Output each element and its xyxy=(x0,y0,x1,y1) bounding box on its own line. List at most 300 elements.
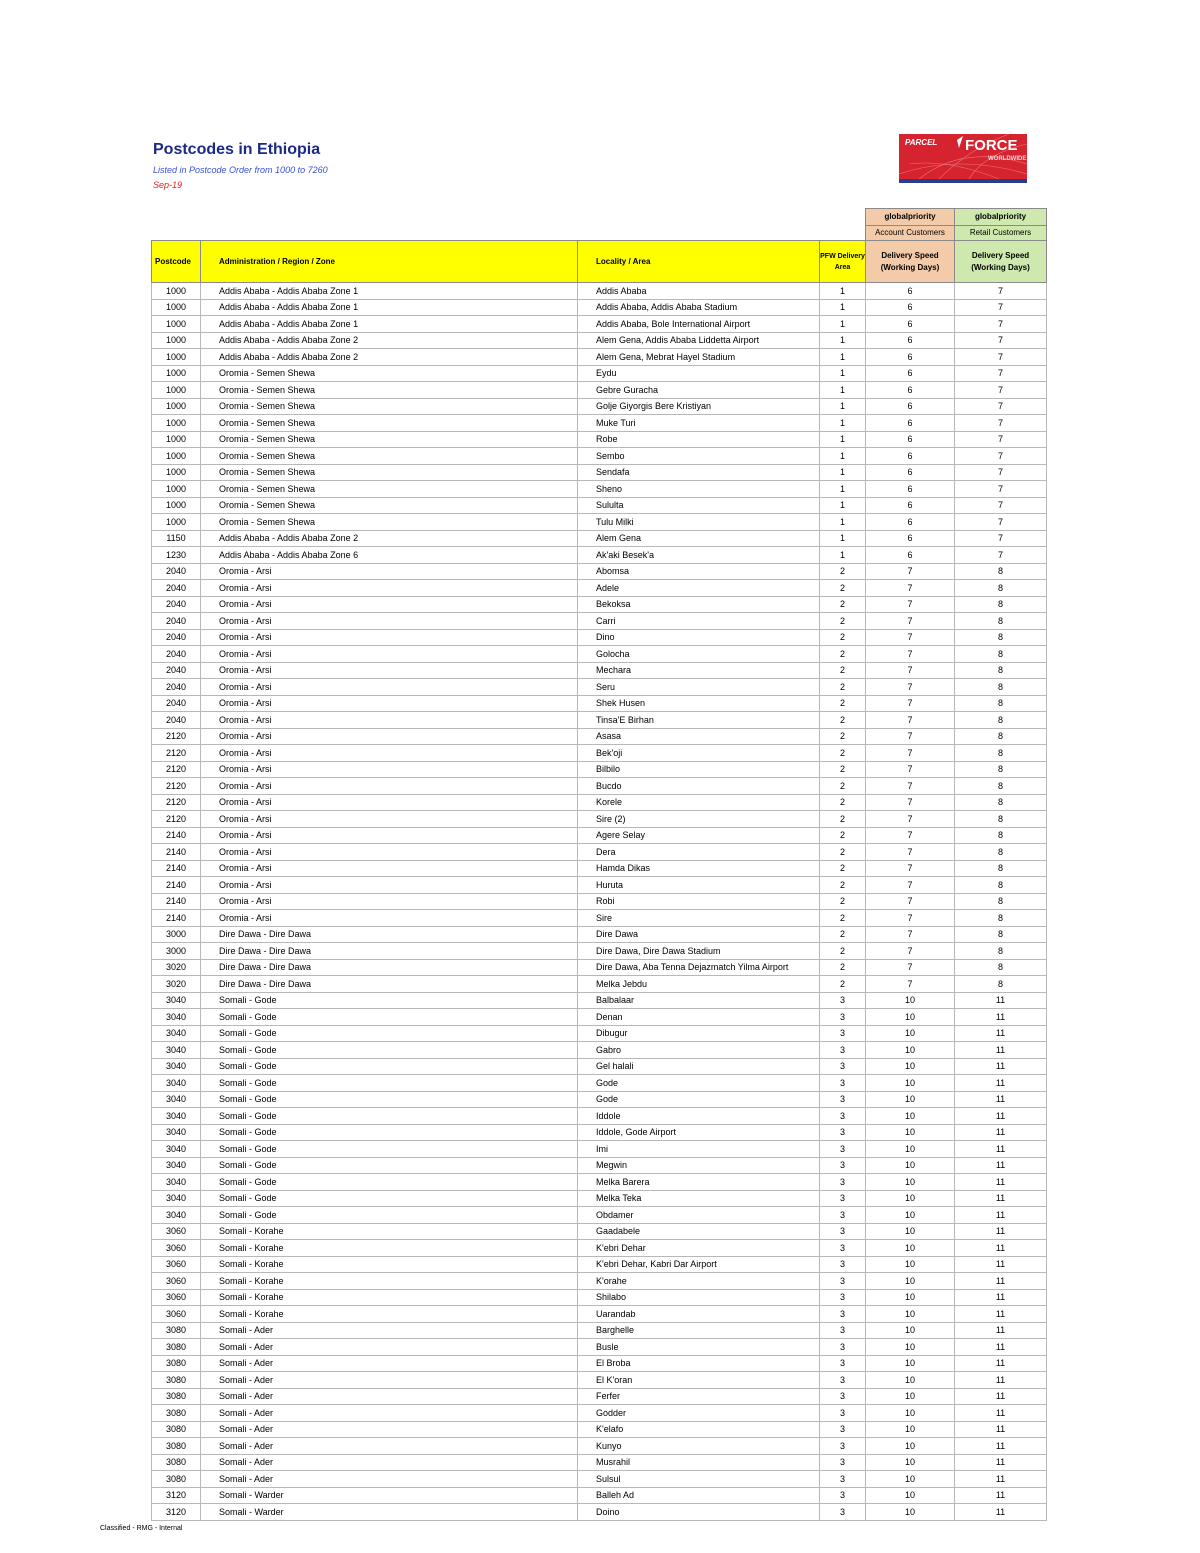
zone-cell: 1 xyxy=(820,514,866,531)
locality-cell: Huruta xyxy=(578,877,820,894)
postcode-cell: 1000 xyxy=(152,332,201,349)
account-speed-cell: 7 xyxy=(866,646,955,663)
admin-cell: Oromia - Semen Shewa xyxy=(201,514,578,531)
retail-speed-cell: 11 xyxy=(955,1504,1047,1521)
admin-cell: Somali - Korahe xyxy=(201,1273,578,1290)
retail-speed-cell: 11 xyxy=(955,1174,1047,1191)
table-row xyxy=(152,1042,1047,1059)
retail-speed-cell: 8 xyxy=(955,959,1047,976)
table-row xyxy=(152,365,1047,382)
locality-cell: Eydu xyxy=(578,365,820,382)
locality-cell: Melka Barera xyxy=(578,1174,820,1191)
retail-speed-cell: 8 xyxy=(955,811,1047,828)
table-row xyxy=(152,728,1047,745)
locality-cell: Melka Teka xyxy=(578,1190,820,1207)
retail-speed-cell: 7 xyxy=(955,547,1047,564)
table-row xyxy=(152,1058,1047,1075)
zone-cell: 3 xyxy=(820,1454,866,1471)
locality-cell: Dera xyxy=(578,844,820,861)
retail-speed-cell: 11 xyxy=(955,1273,1047,1290)
locality-cell: Dino xyxy=(578,629,820,646)
locality-cell: Godder xyxy=(578,1405,820,1422)
account-speed-cell: 7 xyxy=(866,910,955,927)
admin-cell: Oromia - Semen Shewa xyxy=(201,497,578,514)
zone-cell: 2 xyxy=(820,926,866,943)
retail-speed-cell: 11 xyxy=(955,1339,1047,1356)
admin-cell: Dire Dawa - Dire Dawa xyxy=(201,959,578,976)
postcode-cell: 3040 xyxy=(152,1190,201,1207)
retail-speed-cell: 11 xyxy=(955,1223,1047,1240)
zone-cell: 3 xyxy=(820,1372,866,1389)
admin-cell: Somali - Ader xyxy=(201,1405,578,1422)
admin-cell: Somali - Ader xyxy=(201,1421,578,1438)
zone-cell: 1 xyxy=(820,547,866,564)
locality-cell: Sire (2) xyxy=(578,811,820,828)
postcode-cell: 2120 xyxy=(152,745,201,762)
table-row xyxy=(152,415,1047,432)
retail-speed-cell: 8 xyxy=(955,926,1047,943)
account-speed-cell: 7 xyxy=(866,728,955,745)
account-speed-cell: 6 xyxy=(866,398,955,415)
retail-speed-cell: 11 xyxy=(955,1075,1047,1092)
locality-cell: Bilbilo xyxy=(578,761,820,778)
page-title: Postcodes in Ethiopia xyxy=(153,141,321,158)
table-row xyxy=(152,794,1047,811)
locality-cell: Shek Husen xyxy=(578,695,820,712)
table-row xyxy=(152,596,1047,613)
zone-cell: 2 xyxy=(820,860,866,877)
admin-cell: Somali - Ader xyxy=(201,1322,578,1339)
zone-cell: 2 xyxy=(820,943,866,960)
retail-speed-cell: 7 xyxy=(955,431,1047,448)
admin-cell: Addis Ababa - Addis Ababa Zone 2 xyxy=(201,332,578,349)
account-speed-cell: 7 xyxy=(866,976,955,993)
postcode-cell: 3060 xyxy=(152,1223,201,1240)
postcode-cell: 2140 xyxy=(152,893,201,910)
retail-speed-cell: 7 xyxy=(955,365,1047,382)
account-speed-cell: 6 xyxy=(866,530,955,547)
retail-speed-cell: 7 xyxy=(955,481,1047,498)
admin-cell: Somali - Ader xyxy=(201,1339,578,1356)
postcode-cell: 3000 xyxy=(152,926,201,943)
account-speed-cell: 7 xyxy=(866,679,955,696)
account-speed-cell: 7 xyxy=(866,629,955,646)
account-speed-cell: 7 xyxy=(866,877,955,894)
zone-cell: 1 xyxy=(820,464,866,481)
admin-cell: Addis Ababa - Addis Ababa Zone 2 xyxy=(201,530,578,547)
retail-speed-cell: 8 xyxy=(955,712,1047,729)
account-speed-cell: 10 xyxy=(866,1504,955,1521)
admin-cell: Oromia - Arsi xyxy=(201,596,578,613)
retail-speed-cell: 7 xyxy=(955,283,1047,300)
retail-speed-cell: 7 xyxy=(955,349,1047,366)
admin-cell: Oromia - Arsi xyxy=(201,761,578,778)
retail-speed-cell: 7 xyxy=(955,497,1047,514)
zone-cell: 3 xyxy=(820,1355,866,1372)
admin-cell: Oromia - Arsi xyxy=(201,662,578,679)
retail-speed-cell: 11 xyxy=(955,1322,1047,1339)
locality-cell: Sendafa xyxy=(578,464,820,481)
retail-speed-cell: 8 xyxy=(955,646,1047,663)
table-row xyxy=(152,1306,1047,1323)
account-speed-cell: 10 xyxy=(866,1091,955,1108)
locality-cell: Addis Ababa xyxy=(578,283,820,300)
postcode-cell: 2120 xyxy=(152,811,201,828)
retail-speed-cell: 8 xyxy=(955,976,1047,993)
admin-cell: Somali - Gode xyxy=(201,1058,578,1075)
postcode-cell: 3040 xyxy=(152,1174,201,1191)
account-speed-cell: 6 xyxy=(866,448,955,465)
postcode-cell: 3040 xyxy=(152,1075,201,1092)
postcode-cell: 3060 xyxy=(152,1256,201,1273)
account-speed-cell: 7 xyxy=(866,596,955,613)
zone-cell: 3 xyxy=(820,1504,866,1521)
retail-speed-cell: 8 xyxy=(955,877,1047,894)
account-speed-cell: 6 xyxy=(866,514,955,531)
table-row xyxy=(152,1240,1047,1257)
table-row xyxy=(152,1388,1047,1405)
zone-cell: 3 xyxy=(820,1157,866,1174)
account-speed-cell: 7 xyxy=(866,827,955,844)
account-speed-cell: 10 xyxy=(866,1405,955,1422)
col-header-admin: Administration / Region / Zone xyxy=(201,241,578,283)
table-row xyxy=(152,761,1047,778)
postcode-cell: 3120 xyxy=(152,1487,201,1504)
retail-speed-cell: 11 xyxy=(955,1124,1047,1141)
admin-cell: Somali - Ader xyxy=(201,1471,578,1488)
zone-cell: 2 xyxy=(820,563,866,580)
table-row xyxy=(152,530,1047,547)
account-speed-cell: 10 xyxy=(866,1141,955,1158)
locality-cell: Ak'aki Besek'a xyxy=(578,547,820,564)
table-row xyxy=(152,745,1047,762)
account-speed-cell: 6 xyxy=(866,332,955,349)
postcode-cell: 2140 xyxy=(152,827,201,844)
retail-speed-cell: 7 xyxy=(955,316,1047,333)
postcode-cell: 1000 xyxy=(152,431,201,448)
retail-speed-cell: 11 xyxy=(955,1025,1047,1042)
col-header-account-speed: Delivery Speed (Working Days) xyxy=(866,241,955,283)
table-row xyxy=(152,448,1047,465)
admin-cell: Oromia - Arsi xyxy=(201,695,578,712)
table-row xyxy=(152,910,1047,927)
locality-cell: Denan xyxy=(578,1009,820,1026)
postcode-cell: 2140 xyxy=(152,877,201,894)
account-speed-cell: 10 xyxy=(866,1421,955,1438)
table-row xyxy=(152,943,1047,960)
postcode-cell: 1000 xyxy=(152,415,201,432)
table-row xyxy=(152,1207,1047,1224)
retail-speed-cell: 7 xyxy=(955,382,1047,399)
admin-cell: Addis Ababa - Addis Ababa Zone 6 xyxy=(201,547,578,564)
page-date: Sep-19 xyxy=(153,180,183,190)
account-speed-cell: 10 xyxy=(866,1273,955,1290)
admin-cell: Somali - Ader xyxy=(201,1388,578,1405)
retail-speed-cell: 8 xyxy=(955,728,1047,745)
retail-speed-cell: 8 xyxy=(955,943,1047,960)
account-speed-cell: 6 xyxy=(866,547,955,564)
table-row xyxy=(152,811,1047,828)
retail-speed-cell: 11 xyxy=(955,1306,1047,1323)
table-row xyxy=(152,563,1047,580)
admin-cell: Addis Ababa - Addis Ababa Zone 1 xyxy=(201,316,578,333)
admin-cell: Somali - Warder xyxy=(201,1504,578,1521)
account-speed-cell: 7 xyxy=(866,794,955,811)
table-row xyxy=(152,398,1047,415)
postcode-cell: 3040 xyxy=(152,1091,201,1108)
admin-cell: Oromia - Semen Shewa xyxy=(201,464,578,481)
locality-cell: Alem Gena xyxy=(578,530,820,547)
postcode-cell: 3060 xyxy=(152,1289,201,1306)
postcode-cell: 3080 xyxy=(152,1438,201,1455)
table-row xyxy=(152,1273,1047,1290)
locality-cell: Balleh Ad xyxy=(578,1487,820,1504)
admin-cell: Oromia - Arsi xyxy=(201,811,578,828)
retail-speed-cell: 11 xyxy=(955,1388,1047,1405)
account-speed-cell: 10 xyxy=(866,1240,955,1257)
admin-cell: Somali - Gode xyxy=(201,1157,578,1174)
postcode-cell: 3080 xyxy=(152,1454,201,1471)
postcode-cell: 2040 xyxy=(152,580,201,597)
postcode-cell: 1000 xyxy=(152,497,201,514)
account-speed-cell: 10 xyxy=(866,1025,955,1042)
retail-speed-cell: 7 xyxy=(955,464,1047,481)
admin-cell: Somali - Gode xyxy=(201,1025,578,1042)
admin-cell: Oromia - Arsi xyxy=(201,877,578,894)
table-row xyxy=(152,1256,1047,1273)
table-row xyxy=(152,1372,1047,1389)
zone-cell: 2 xyxy=(820,827,866,844)
postcode-cell: 3040 xyxy=(152,1058,201,1075)
table-row xyxy=(152,926,1047,943)
locality-cell: Muke Turi xyxy=(578,415,820,432)
account-speed-cell: 10 xyxy=(866,1372,955,1389)
account-speed-cell: 10 xyxy=(866,1487,955,1504)
zone-cell: 2 xyxy=(820,613,866,630)
locality-cell: Alem Gena, Mebrat Hayel Stadium xyxy=(578,349,820,366)
table-row xyxy=(152,1141,1047,1158)
admin-cell: Oromia - Arsi xyxy=(201,910,578,927)
locality-cell: El K'oran xyxy=(578,1372,820,1389)
table-row xyxy=(152,580,1047,597)
postcode-cell: 1000 xyxy=(152,365,201,382)
admin-cell: Somali - Warder xyxy=(201,1487,578,1504)
postcode-cell: 2040 xyxy=(152,679,201,696)
retail-speed-cell: 8 xyxy=(955,893,1047,910)
table-row xyxy=(152,514,1047,531)
postcode-cell: 2040 xyxy=(152,596,201,613)
zone-cell: 3 xyxy=(820,1025,866,1042)
postcode-cell: 3060 xyxy=(152,1240,201,1257)
postcode-cell: 1000 xyxy=(152,514,201,531)
locality-cell: Musrahil xyxy=(578,1454,820,1471)
account-speed-cell: 10 xyxy=(866,1454,955,1471)
locality-cell: Robi xyxy=(578,893,820,910)
zone-cell: 3 xyxy=(820,1190,866,1207)
locality-cell: Tulu Milki xyxy=(578,514,820,531)
postcode-cell: 2040 xyxy=(152,629,201,646)
admin-cell: Oromia - Arsi xyxy=(201,827,578,844)
zone-cell: 2 xyxy=(820,728,866,745)
zone-cell: 2 xyxy=(820,596,866,613)
table-row xyxy=(152,1108,1047,1125)
admin-cell: Oromia - Semen Shewa xyxy=(201,382,578,399)
account-speed-cell: 10 xyxy=(866,1322,955,1339)
account-speed-cell: 10 xyxy=(866,1157,955,1174)
locality-cell: Hamda Dikas xyxy=(578,860,820,877)
account-speed-cell: 10 xyxy=(866,1108,955,1125)
admin-cell: Addis Ababa - Addis Ababa Zone 1 xyxy=(201,299,578,316)
account-speed-cell: 10 xyxy=(866,1306,955,1323)
locality-cell: Doino xyxy=(578,1504,820,1521)
admin-cell: Oromia - Semen Shewa xyxy=(201,415,578,432)
locality-cell: Dibugur xyxy=(578,1025,820,1042)
admin-cell: Somali - Korahe xyxy=(201,1256,578,1273)
admin-cell: Oromia - Semen Shewa xyxy=(201,431,578,448)
account-speed-cell: 10 xyxy=(866,1207,955,1224)
admin-cell: Somali - Gode xyxy=(201,1207,578,1224)
retail-speed-cell: 11 xyxy=(955,1487,1047,1504)
locality-cell: Obdamer xyxy=(578,1207,820,1224)
locality-cell: Sembo xyxy=(578,448,820,465)
table-row xyxy=(152,1009,1047,1026)
retail-customers-label: Retail Customers xyxy=(955,226,1047,241)
locality-cell: Kunyo xyxy=(578,1438,820,1455)
locality-cell: Sire xyxy=(578,910,820,927)
locality-cell: Melka Jebdu xyxy=(578,976,820,993)
locality-cell: Addis Ababa, Bole International Airport xyxy=(578,316,820,333)
retail-speed-cell: 8 xyxy=(955,629,1047,646)
zone-cell: 3 xyxy=(820,1009,866,1026)
admin-cell: Somali - Gode xyxy=(201,1124,578,1141)
admin-cell: Somali - Ader xyxy=(201,1454,578,1471)
account-speed-cell: 10 xyxy=(866,1388,955,1405)
zone-cell: 3 xyxy=(820,1075,866,1092)
locality-cell: Bekoksa xyxy=(578,596,820,613)
admin-cell: Oromia - Arsi xyxy=(201,712,578,729)
admin-cell: Somali - Korahe xyxy=(201,1240,578,1257)
locality-cell: Alem Gena, Addis Ababa Liddetta Airport xyxy=(578,332,820,349)
zone-cell: 1 xyxy=(820,431,866,448)
retail-speed-cell: 8 xyxy=(955,679,1047,696)
admin-cell: Somali - Gode xyxy=(201,1141,578,1158)
postcode-cell: 3040 xyxy=(152,1207,201,1224)
locality-cell: Bek'oji xyxy=(578,745,820,762)
table-row xyxy=(152,1322,1047,1339)
admin-cell: Somali - Gode xyxy=(201,1174,578,1191)
postcode-cell: 3120 xyxy=(152,1504,201,1521)
zone-cell: 3 xyxy=(820,1421,866,1438)
admin-cell: Oromia - Arsi xyxy=(201,646,578,663)
classification-footer: Classified - RMG - Internal xyxy=(100,1525,183,1532)
table-row xyxy=(152,481,1047,498)
postcode-cell: 3040 xyxy=(152,1108,201,1125)
admin-cell: Somali - Gode xyxy=(201,1190,578,1207)
locality-cell: Sulsul xyxy=(578,1471,820,1488)
table-row xyxy=(152,844,1047,861)
table-row xyxy=(152,1157,1047,1174)
retail-speed-cell: 7 xyxy=(955,530,1047,547)
zone-cell: 3 xyxy=(820,1091,866,1108)
admin-cell: Oromia - Arsi xyxy=(201,563,578,580)
locality-cell: Uarandab xyxy=(578,1306,820,1323)
admin-cell: Dire Dawa - Dire Dawa xyxy=(201,976,578,993)
retail-speed-cell: 8 xyxy=(955,662,1047,679)
zone-cell: 3 xyxy=(820,1240,866,1257)
locality-cell: Gaadabele xyxy=(578,1223,820,1240)
account-speed-cell: 7 xyxy=(866,613,955,630)
postcode-cell: 3020 xyxy=(152,976,201,993)
table-row xyxy=(152,1454,1047,1471)
postcode-cell: 3080 xyxy=(152,1355,201,1372)
retail-speed-cell: 11 xyxy=(955,1207,1047,1224)
zone-cell: 1 xyxy=(820,398,866,415)
postcode-cell: 1000 xyxy=(152,283,201,300)
account-speed-cell: 6 xyxy=(866,283,955,300)
zone-cell: 2 xyxy=(820,695,866,712)
logo-text-worldwide: WORLDWIDE xyxy=(988,156,1027,162)
retail-speed-cell: 11 xyxy=(955,1289,1047,1306)
locality-cell: Megwin xyxy=(578,1157,820,1174)
account-speed-cell: 10 xyxy=(866,1058,955,1075)
postcode-cell: 3080 xyxy=(152,1405,201,1422)
zone-cell: 3 xyxy=(820,1405,866,1422)
admin-cell: Oromia - Arsi xyxy=(201,613,578,630)
postcode-cell: 2040 xyxy=(152,613,201,630)
zone-cell: 3 xyxy=(820,1141,866,1158)
account-speed-cell: 6 xyxy=(866,316,955,333)
account-speed-cell: 6 xyxy=(866,431,955,448)
zone-cell: 1 xyxy=(820,332,866,349)
zone-cell: 2 xyxy=(820,679,866,696)
account-speed-cell: 7 xyxy=(866,811,955,828)
postcode-cell: 3080 xyxy=(152,1372,201,1389)
col-header-locality: Locality / Area xyxy=(578,241,820,283)
table-row xyxy=(152,1289,1047,1306)
account-speed-cell: 10 xyxy=(866,1355,955,1372)
admin-cell: Somali - Gode xyxy=(201,1091,578,1108)
zone-cell: 2 xyxy=(820,794,866,811)
postcode-cell: 3060 xyxy=(152,1306,201,1323)
retail-speed-cell: 8 xyxy=(955,778,1047,795)
table-row xyxy=(152,464,1047,481)
zone-cell: 3 xyxy=(820,1471,866,1488)
zone-cell: 2 xyxy=(820,778,866,795)
locality-cell: Dire Dawa, Dire Dawa Stadium xyxy=(578,943,820,960)
retail-speed-cell: 11 xyxy=(955,1454,1047,1471)
postcode-cell: 3080 xyxy=(152,1471,201,1488)
account-speed-cell: 10 xyxy=(866,1174,955,1191)
account-speed-cell: 10 xyxy=(866,1256,955,1273)
postcode-cell: 2140 xyxy=(152,860,201,877)
table-row xyxy=(152,1438,1047,1455)
page-subtitle: Listed in Postcode Order from 1000 to 7260 xyxy=(153,165,328,175)
zone-cell: 1 xyxy=(820,349,866,366)
postcode-cell: 2120 xyxy=(152,761,201,778)
retail-group-label: globalpriority xyxy=(955,209,1047,226)
table-row xyxy=(152,629,1047,646)
zone-cell: 2 xyxy=(820,844,866,861)
zone-cell: 3 xyxy=(820,1289,866,1306)
retail-speed-cell: 8 xyxy=(955,844,1047,861)
zone-cell: 2 xyxy=(820,629,866,646)
retail-speed-cell: 11 xyxy=(955,1471,1047,1488)
account-customers-label: Account Customers xyxy=(866,226,955,241)
retail-speed-cell: 11 xyxy=(955,1042,1047,1059)
retail-speed-cell: 11 xyxy=(955,1421,1047,1438)
zone-cell: 2 xyxy=(820,959,866,976)
postcode-cell: 3040 xyxy=(152,1124,201,1141)
